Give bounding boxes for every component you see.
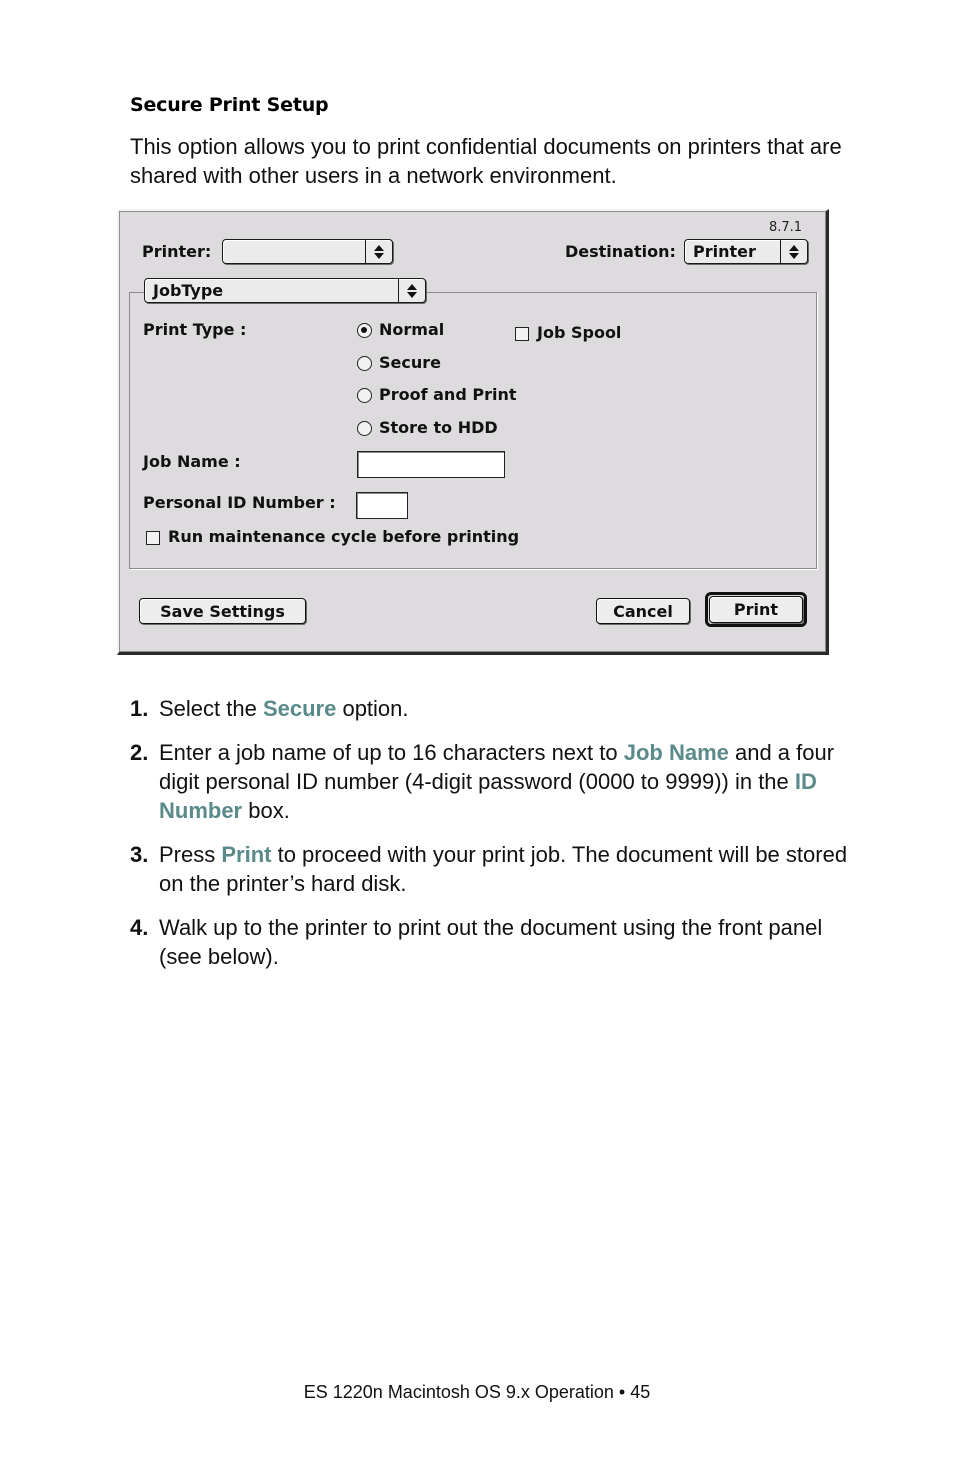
personal-id-input[interactable] bbox=[356, 492, 408, 519]
step-text: Enter a job name of up to 16 characters next to bbox=[159, 740, 624, 765]
step-number: 2. bbox=[130, 740, 149, 765]
panel-popup[interactable] bbox=[144, 278, 426, 303]
steps-list bbox=[130, 694, 860, 971]
step-1 bbox=[130, 694, 860, 723]
page-footer: ES 1220n Macintosh OS 9.x Operation • 45 bbox=[303, 1382, 651, 1402]
step-text: Press bbox=[159, 842, 222, 867]
step-keyword: Secure bbox=[262, 696, 337, 721]
step-keyword: Print bbox=[221, 842, 272, 867]
version-label: 8.7.1 bbox=[769, 220, 803, 235]
radio-normal[interactable] bbox=[357, 323, 372, 338]
intro-paragraph: This option allows you to print confidential documents on printers that are shared with other users in a network environment. bbox=[130, 134, 842, 188]
maintenance-label: Run maintenance cycle before printing bbox=[168, 527, 520, 546]
step-text: Select the bbox=[159, 696, 263, 721]
radio-proof-and-print-label: Proof and Print bbox=[379, 385, 517, 404]
popup-arrows-icon bbox=[398, 279, 425, 302]
print-dialog bbox=[117, 209, 829, 655]
radio-normal-label: Normal bbox=[379, 320, 445, 339]
job-name-input[interactable] bbox=[357, 451, 505, 478]
radio-store-to-hdd-label: Store to HDD bbox=[379, 418, 498, 437]
step-keyword: Job Name bbox=[623, 740, 729, 765]
destination-popup[interactable] bbox=[684, 239, 808, 264]
section-heading: Secure Print Setup bbox=[130, 94, 329, 116]
step-number: 1. bbox=[130, 696, 149, 721]
step-3 bbox=[130, 840, 860, 898]
destination-label: Destination: bbox=[565, 242, 676, 261]
popup-arrows-icon bbox=[780, 240, 807, 263]
panel-popup-value: JobType bbox=[153, 281, 224, 300]
job-spool-label: Job Spool bbox=[537, 323, 622, 342]
radio-store-to-hdd[interactable] bbox=[357, 421, 372, 436]
step-text: and a four digit personal ID number (4-digit password (0000 to 9999)) in the bbox=[159, 740, 835, 794]
step-keyword: ID Number bbox=[159, 769, 817, 823]
step-text: to proceed with your print job. The document will be stored on the printer’s hard disk. bbox=[159, 842, 848, 896]
destination-popup-value: Printer bbox=[693, 242, 756, 261]
step-text: Walk up to the printer to print out the document using the front panel (see below). bbox=[159, 915, 823, 969]
step-number: 3. bbox=[130, 842, 149, 867]
step-2 bbox=[130, 738, 860, 825]
printer-popup[interactable] bbox=[222, 239, 393, 264]
popup-arrows-icon bbox=[365, 240, 392, 263]
radio-proof-and-print[interactable] bbox=[357, 388, 372, 403]
printer-label: Printer: bbox=[142, 242, 212, 261]
step-text: box. bbox=[242, 798, 290, 823]
job-name-label: Job Name : bbox=[143, 452, 241, 471]
radio-secure[interactable] bbox=[357, 356, 372, 371]
step-text: option. bbox=[336, 696, 409, 721]
cancel-button[interactable]: Cancel bbox=[596, 598, 690, 624]
step-number: 4. bbox=[130, 915, 149, 940]
print-type-label: Print Type : bbox=[143, 320, 247, 339]
save-settings-button[interactable]: Save Settings bbox=[139, 598, 306, 624]
radio-secure-label: Secure bbox=[379, 353, 441, 372]
print-button[interactable]: Print bbox=[709, 596, 803, 623]
step-4 bbox=[130, 913, 860, 971]
maintenance-checkbox[interactable] bbox=[146, 531, 160, 545]
personal-id-label: Personal ID Number : bbox=[143, 493, 336, 512]
job-spool-checkbox[interactable] bbox=[515, 327, 529, 341]
